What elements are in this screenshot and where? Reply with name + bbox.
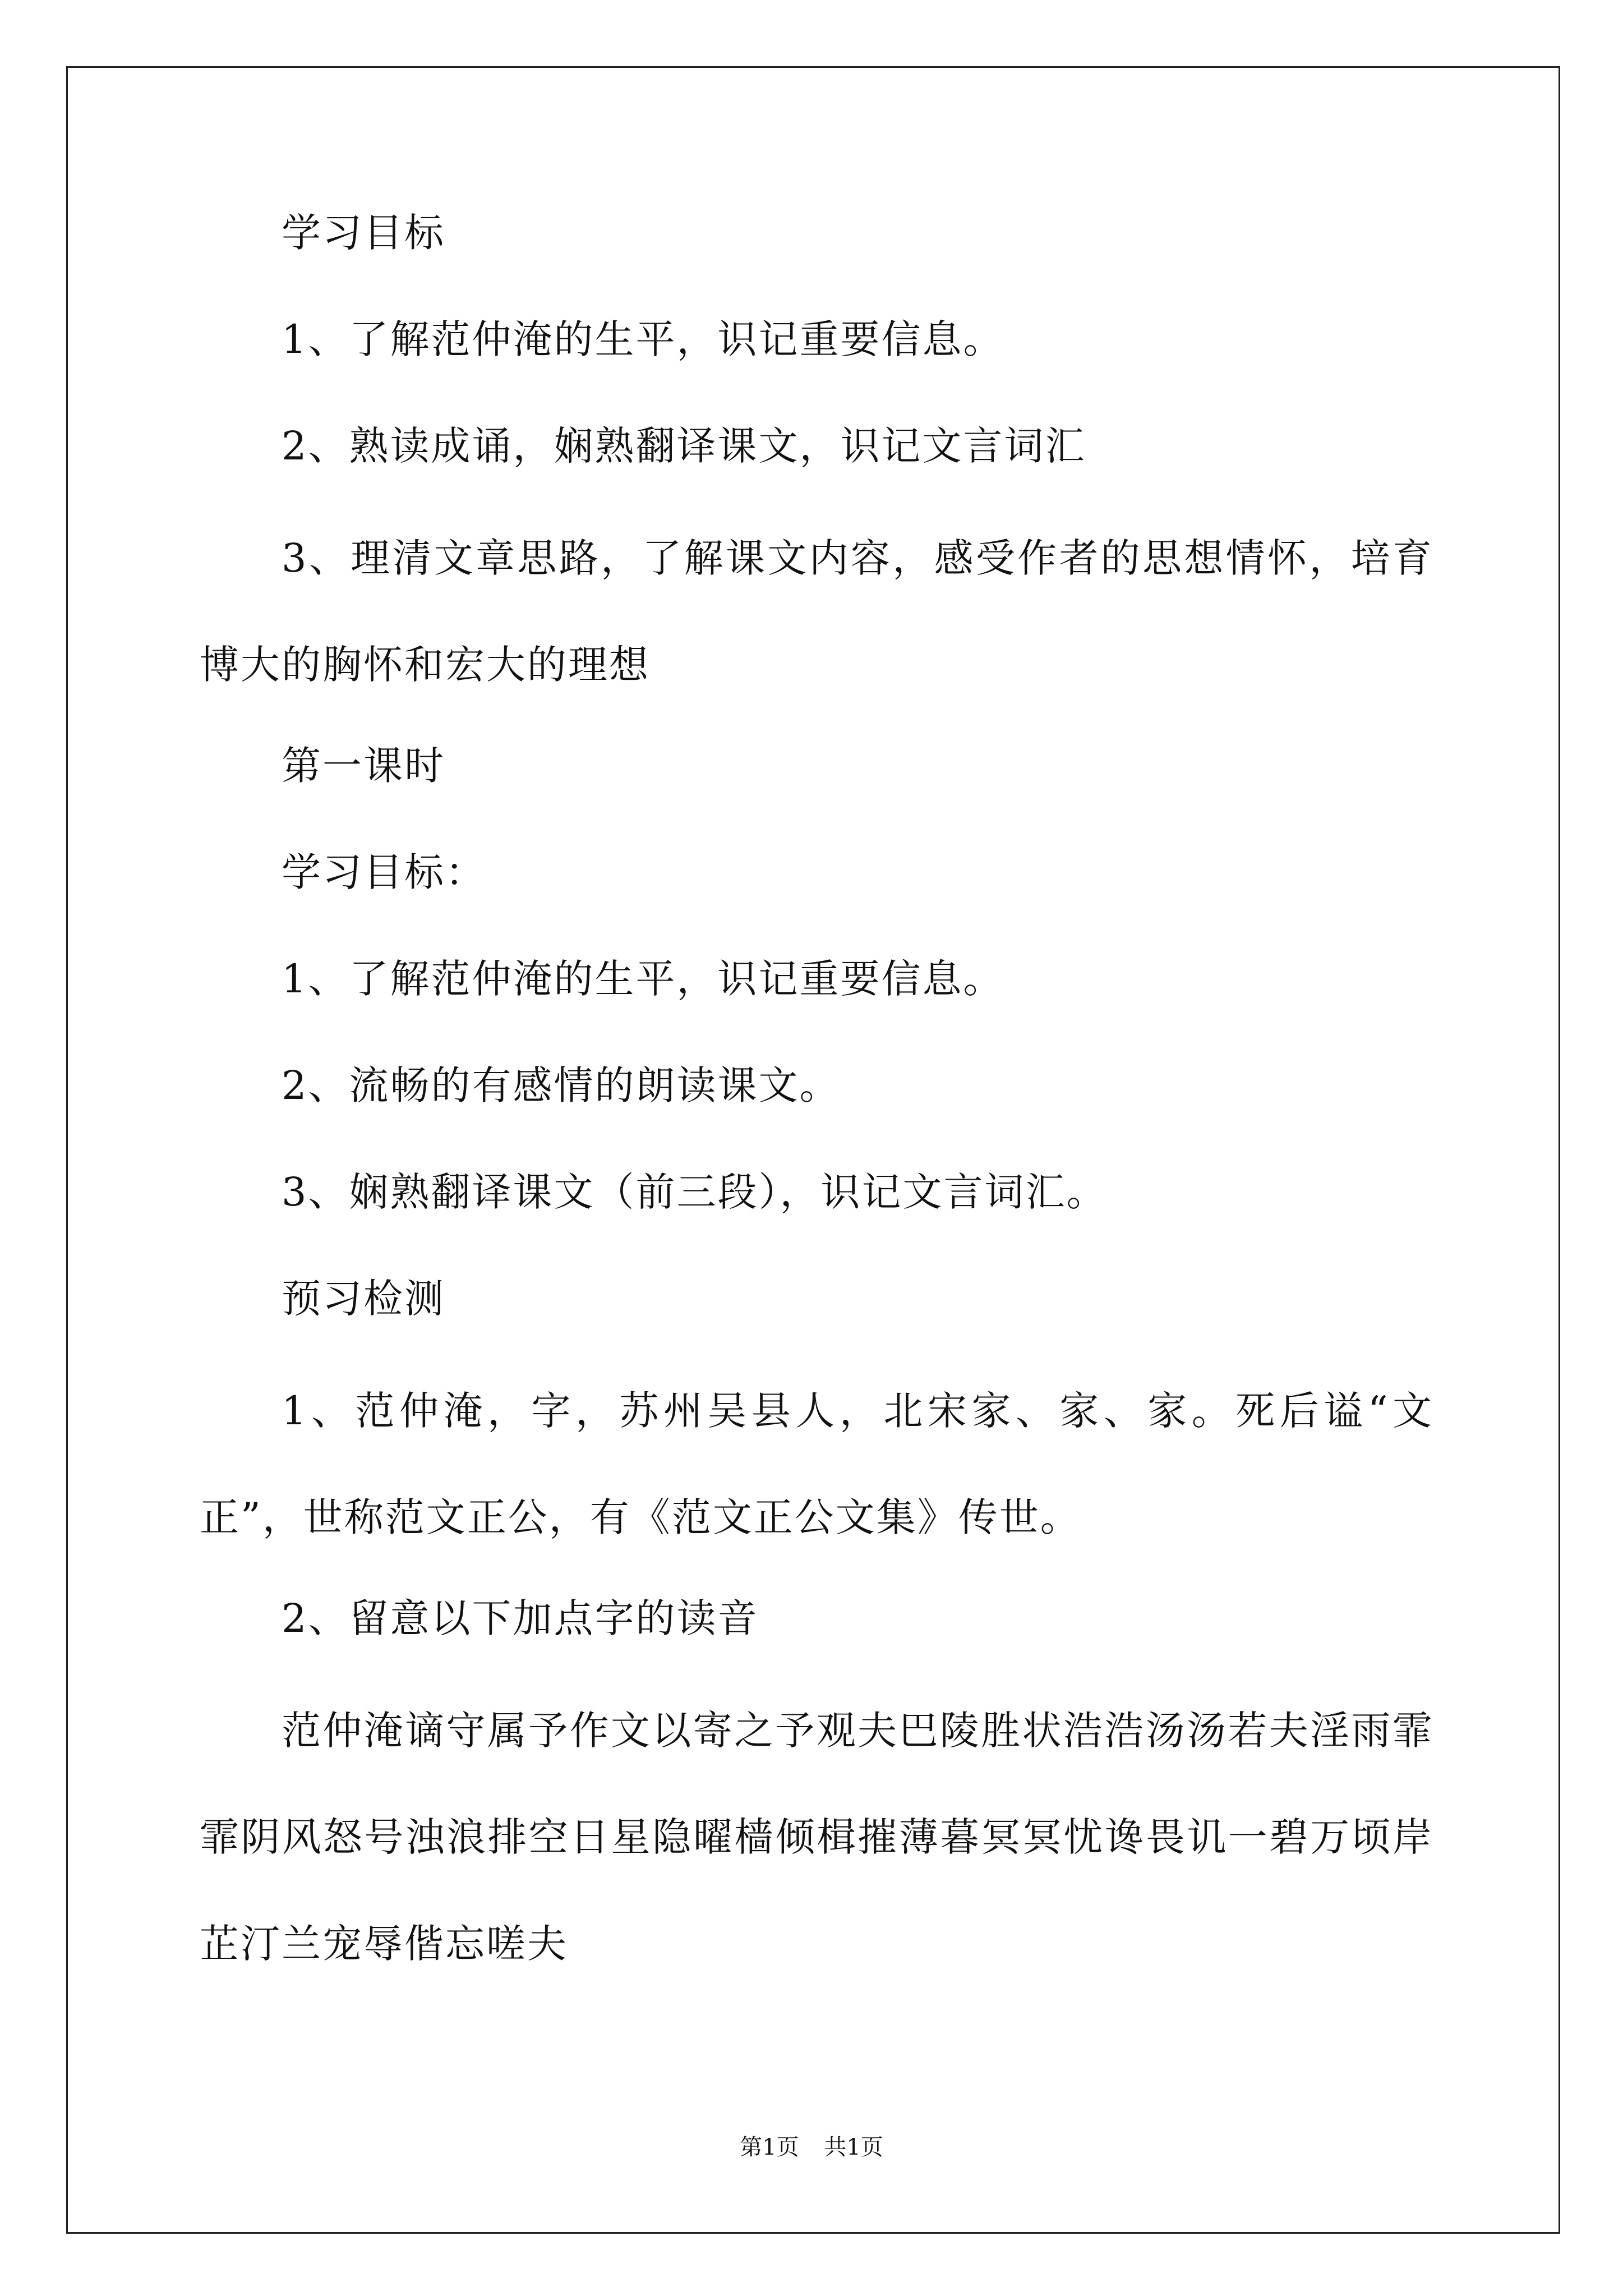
paragraph-lesson-goal-3: 3、娴熟翻译课文（前三段），识记文言词汇。: [282, 1169, 1108, 1215]
page-footer: [0, 2136, 1623, 2159]
paragraph-preview-1: 1、范仲淹，字，苏州吴县人，北宋家、家、家。死后谥“文正”，世称范文正公，有《范文正公文集》传世。: [200, 1388, 1433, 1540]
page-number: 第1页: [740, 2134, 799, 2160]
heading-learning-goals-2: 学习目标：: [282, 849, 486, 895]
paragraph-pronunciation-chars: 范仲淹谪守属予作文以寄之予观夫巴陵胜状浩浩汤汤若夫淫雨霏霏阴风怒号浊浪排空日星隐曜樯倾楫摧薄暮冥冥忧谗畏讥一碧万顷岸芷汀兰宠辱偕忘嗟夫: [200, 1708, 1433, 1967]
paragraph-goal-3: 3、理清文章思路，了解课文内容，感受作者的思想情怀，培育博大的胸怀和宏大的理想: [200, 535, 1433, 688]
paragraph-preview-2: 2、留意以下加点字的读音: [282, 1595, 759, 1641]
heading-first-lesson: 第一课时: [282, 743, 445, 789]
page-total: 共1页: [824, 2134, 883, 2160]
paragraph-lesson-goal-1: 1、了解范仲淹的生平，识记重要信息。: [282, 956, 1004, 1002]
paragraph-lesson-goal-2: 2、流畅的有感情的朗读课文。: [282, 1062, 841, 1108]
paragraph-goal-1: 1、了解范仲淹的生平，识记重要信息。: [282, 316, 1004, 362]
heading-preview-check: 预习检测: [282, 1276, 445, 1322]
paragraph-goal-2: 2、熟读成诵，娴熟翻译课文，识记文言词汇: [282, 423, 1086, 469]
heading-learning-goals: 学习目标: [282, 210, 445, 256]
